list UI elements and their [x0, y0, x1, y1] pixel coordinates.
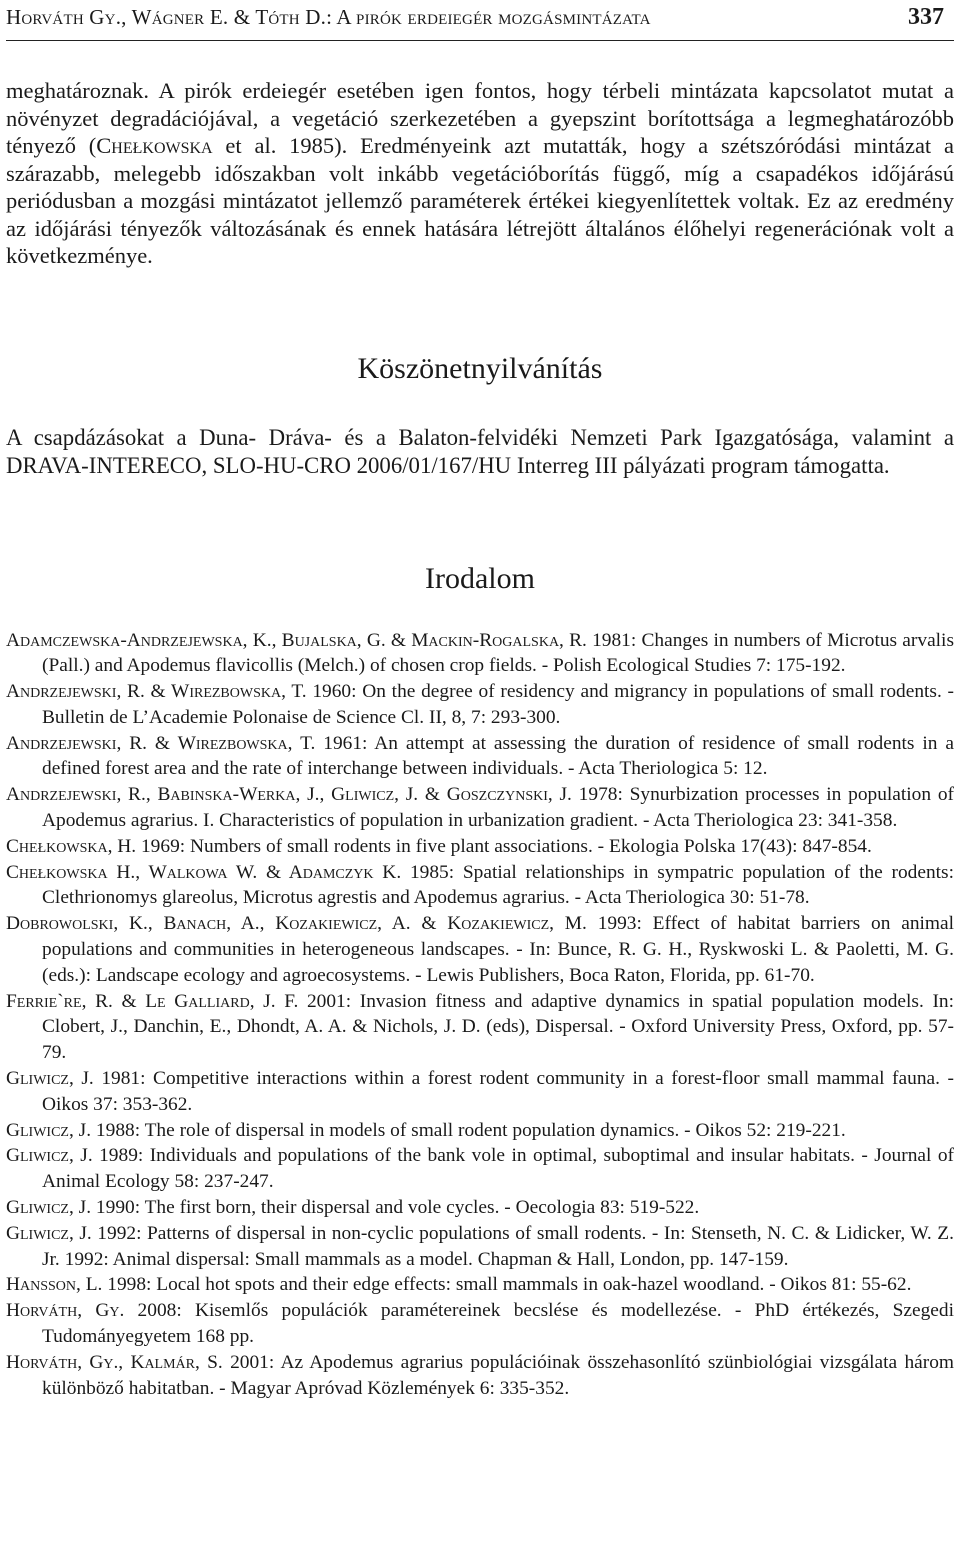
intro-text-start: meghatároznak. A pirók erdeiegér esetében igen fontos, hogy térbeli mintázata kapcsolatot mutat a növényzet degradációjával, a vegetáció szerkezetében a gyepszint borítottsága a legmeghatározóbb tényező (	[6, 78, 954, 158]
reference-item	[6, 679, 954, 731]
acknowledgement-text: A csapdázásokat a Duna- Dráva- és a Balaton-felvidéki Nemzeti Park Igazgatósága, valamint a DRAVA-INTERECO, SLO-HU-CRO 2006/01/167/HU Interreg III pályázati program támogatta.	[6, 424, 954, 478]
reference-list	[6, 628, 954, 1402]
reference-details: 1985: Spatial relationships in sympatric population of the rodents: Clethrionomys glareolus, Microtus agrestis and Apodemus agrarius. - Acta Theriologica 30: 51-78.	[42, 861, 954, 909]
reference-item	[6, 1143, 954, 1195]
reference-item	[6, 1118, 954, 1144]
reference-authors: Horváth, Gy.	[6, 1300, 125, 1322]
reference-details: 1988: The role of dispersal in models of small rodent population dynamics. - Oikos 52: 219-221.	[91, 1119, 846, 1141]
reference-authors: Gliwicz, J.	[6, 1222, 92, 1244]
reference-details: 1969: Numbers of small rodents in five plant associations. - Ekologia Polska 17(43): 847-854.	[136, 835, 872, 857]
reference-authors: Chełkowska, H.	[6, 835, 137, 857]
reference-authors: Hansson, L.	[6, 1274, 103, 1296]
reference-item	[6, 731, 954, 783]
reference-authors: Gliwicz, J.	[6, 1145, 93, 1167]
reference-details: 1961: An attempt at assessing the duration of residence of small rodents in a defined forest area and the rate of interchange between individuals. - Acta Theriologica 5: 12.	[42, 732, 954, 780]
reference-item	[6, 989, 954, 1066]
reference-authors: Gliwicz, J.	[6, 1119, 92, 1141]
reference-details: 1992: Patterns of dispersal in non-cyclic populations of small rodents. - In: Stenseth, N. C. & Lidicker, W. Z. Jr. 1992: Animal dispersal: Small mammals as a model. Chapman & Hall, London, pp. 147-159.	[42, 1222, 954, 1270]
reference-details: 1960: On the degree of residency and migrancy in populations of small rodents. - Bulletin de L’Academie Polonaise de Science Cl. II, 8, 7: 293-300.	[42, 681, 954, 728]
reference-details: 1981: Competitive interactions within a forest rodent community in a forest-floor small mammal fauna. - Oikos 37: 353-362.	[42, 1068, 954, 1115]
references-heading: Irodalom	[425, 561, 535, 595]
reference-item	[6, 1350, 954, 1402]
reference-authors: Dobrowolski, K., Banach, A., Kozakiewicz, A. & Kozakiewicz, M.	[6, 913, 587, 935]
reference-authors: Andrzejewski, R. & Wirezbowska, T.	[6, 681, 307, 703]
running-header	[6, 0, 954, 41]
reference-authors: Andrzejewski, R. & Wirezbowska, T.	[6, 732, 316, 754]
reference-item	[6, 1066, 954, 1118]
page-number: 337	[908, 4, 944, 30]
reference-item	[6, 834, 954, 860]
reference-details: 1998: Local hot spots and their edge effects: small mammals in oak-hazel woodland. - Oikos 81: 55-62.	[102, 1274, 912, 1296]
reference-details: 1993: Effect of habitat barriers on animal populations and communities in heterogeneous landscapes. - In: Bunce, R. G. H., Ryskwoski L. & Paoletti, M. G. (eds.): Landscape ecology and agroecosystems. - Lewis Publishers, Boca Raton, Florida, pp. 61-70.	[42, 913, 954, 986]
acknowledgement-heading: Köszönetnyilvánítás	[357, 351, 603, 385]
reference-details: 1990: The first born, their dispersal and vole cycles. - Oecologia 83: 519-522.	[91, 1197, 700, 1219]
reference-details: 2001: Az Apodemus agrarius populációinak összehasonlító szünbiológiai vizsgálata három különböző habitatban. - Magyar Apróvad Közlemények 6: 335-352.	[42, 1351, 954, 1399]
reference-item	[6, 1272, 954, 1298]
reference-details: 2008: Kisemlős populációk paramétereinek becslése és modellezése. - PhD értékezés, Szegedi Tudományegyetem 168 pp.	[42, 1300, 954, 1348]
reference-authors: Gliwicz, J.	[6, 1068, 94, 1090]
reference-item	[6, 1195, 954, 1221]
reference-item	[6, 782, 954, 834]
reference-details: 1989: Individuals and populations of the bank vole in optimal, suboptimal and insular habitats. - Journal of Animal Ecology 58: 237-247.	[42, 1145, 954, 1193]
reference-details: 1978: Synurbization processes in population of Apodemus agrarius. I. Characteristics of population in urbanization gradient. - Acta Theriologica 23: 341-358.	[42, 784, 954, 832]
reference-details: 1981: Changes in numbers of Microtus arvalis (Pall.) and Apodemus flavicollis (Melch.) of chosen crop fields. - Polish Ecological Studies 7: 175-192.	[42, 629, 954, 677]
reference-authors: Ferrie`re, R. & Le Galliard, J. F.	[6, 990, 299, 1012]
reference-item	[6, 860, 954, 912]
reference-item	[6, 1221, 954, 1273]
intro-text-end: et al. 1985). Eredményeink azt mutatták, hogy a szétszóródási mintázat a szárazabb, melegebb időszakban volt inkább vegetációborítás függő, míg a csapadékos időjárású periódusban a mozgási mintázatot jellemző paraméterek értékei kiegyenlítettek voltak. Ez az eredmény az időjárási tényezők változásának és ennek hatására létrejött általános élőhelyi regenerációnak volt a következménye.	[6, 133, 954, 268]
inline-citation-author: Chełkowska	[96, 133, 213, 158]
reference-item	[6, 1298, 954, 1350]
reference-authors: Chełkowska H., Walkowa W. & Adamczyk K.	[6, 861, 402, 883]
reference-item	[6, 911, 954, 988]
reference-details: 2001: Invasion fitness and adaptive dynamics in spatial population models. In: Clobert, J., Danchin, E., Dhondt, A. A. & Nichols, J. D. (eds), Dispersal. - Oxford University Press, Oxford, pp. 57-79.	[42, 990, 954, 1064]
running-title: Horváth Gy., Wágner E. & Tóth D.: A pirók erdeiegér mozgásmintázata	[6, 5, 651, 29]
reference-authors: Adamczewska-Andrzejewska, K., Bujalska, G. & Mackin-Rogalska, R.	[6, 629, 587, 651]
reference-authors: Gliwicz, J.	[6, 1197, 92, 1219]
reference-authors: Andrzejewski, R., Babinska-Werka, J., Gliwicz, J. & Goszczynski, J.	[6, 784, 572, 806]
intro-paragraph	[6, 77, 954, 270]
reference-item	[6, 628, 954, 680]
reference-authors: Horváth, Gy., Kalmár, S.	[6, 1351, 223, 1373]
